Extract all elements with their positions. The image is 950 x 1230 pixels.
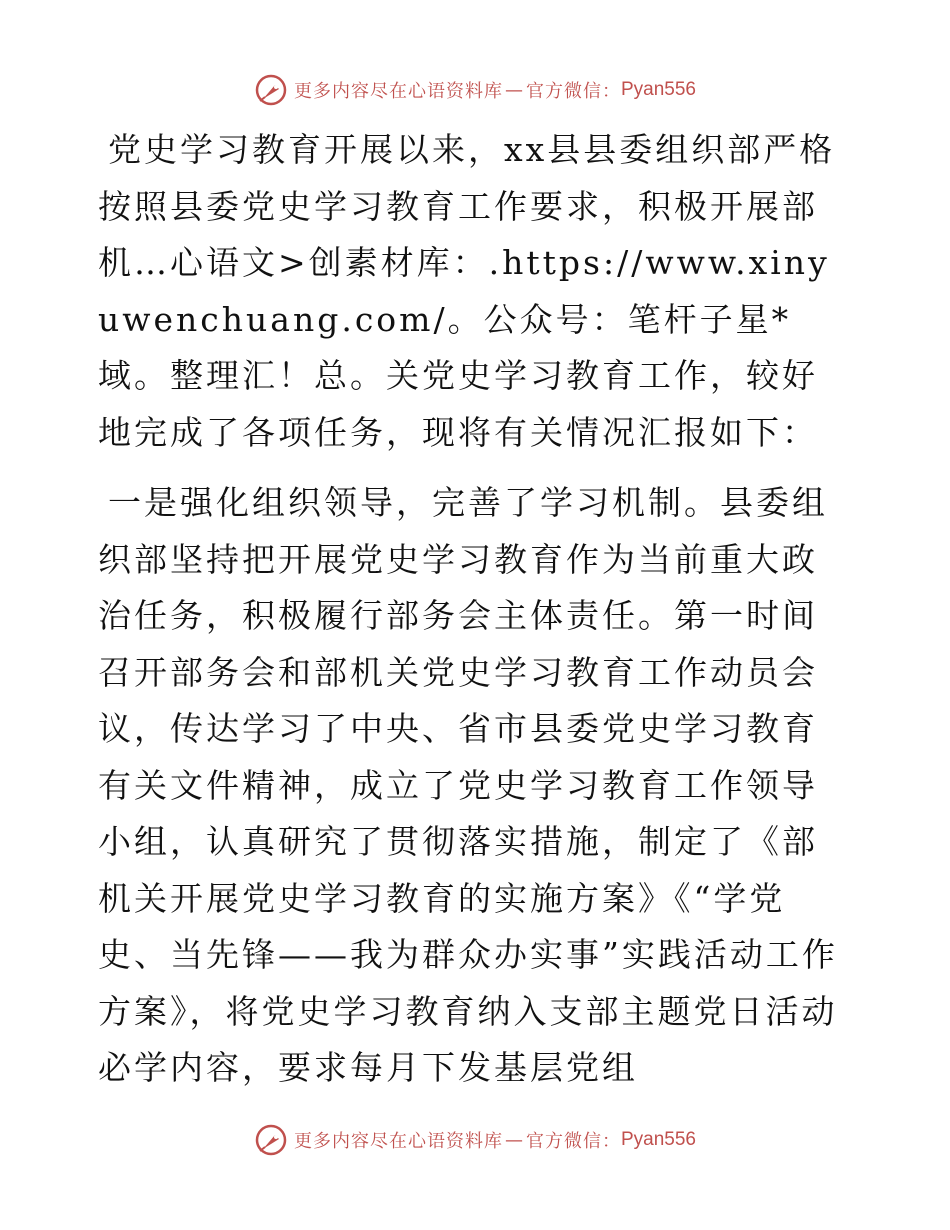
footer-wechat-id: Pyan556	[620, 1129, 696, 1150]
paragraph-one: 一是强化组织领导，完善了学习机制。县委组织部坚持把开展党史学习教育作为当前重大政治任务，积极履行部务会主体责任。第一时间召开部务会和部机关党史学习教育工作动员会议，传达学习了中央、省市县委党史学习教育有关文件精神，成立了党史学习教育工作领导小组，认真研究了贯彻落实措施，制定了《部机关开展党史学习教育的实施方案》《“学党史、当先锋——我为群众办实事”实践活动工作方案》，将党史学习教育纳入支部主题党日活动必学内容，要求每月下发基层党组	[98, 483, 838, 1087]
header-wechat-id: Pyan556	[620, 79, 696, 100]
header-separator: —	[504, 79, 524, 101]
pen-nib-logo-icon	[254, 73, 288, 107]
header-wechat-label: 官方微信：	[525, 81, 621, 102]
footer-banner	[0, 1118, 950, 1162]
paragraph-intro: 党史学习教育开展以来，xx县县委组织部严格按照县委党史学习教育工作要求，积极开展部机…心语文>创素材库：.https://www.xinyuwenchuang.com/。公众号：笔杆子星*域。整理汇！总。关党史学习教育工作，较好地完成了各项任务，现将有关情况汇报如下：	[98, 130, 836, 452]
pen-nib-logo-icon	[254, 1123, 288, 1157]
footer-wechat-label: 官方微信：	[525, 1131, 621, 1152]
footer-text: 更多内容尽在心语资料库	[293, 1131, 503, 1152]
header-banner	[0, 68, 950, 112]
document-body	[98, 122, 850, 1097]
header-text: 更多内容尽在心语资料库	[293, 81, 503, 102]
footer-separator: —	[504, 1129, 524, 1151]
